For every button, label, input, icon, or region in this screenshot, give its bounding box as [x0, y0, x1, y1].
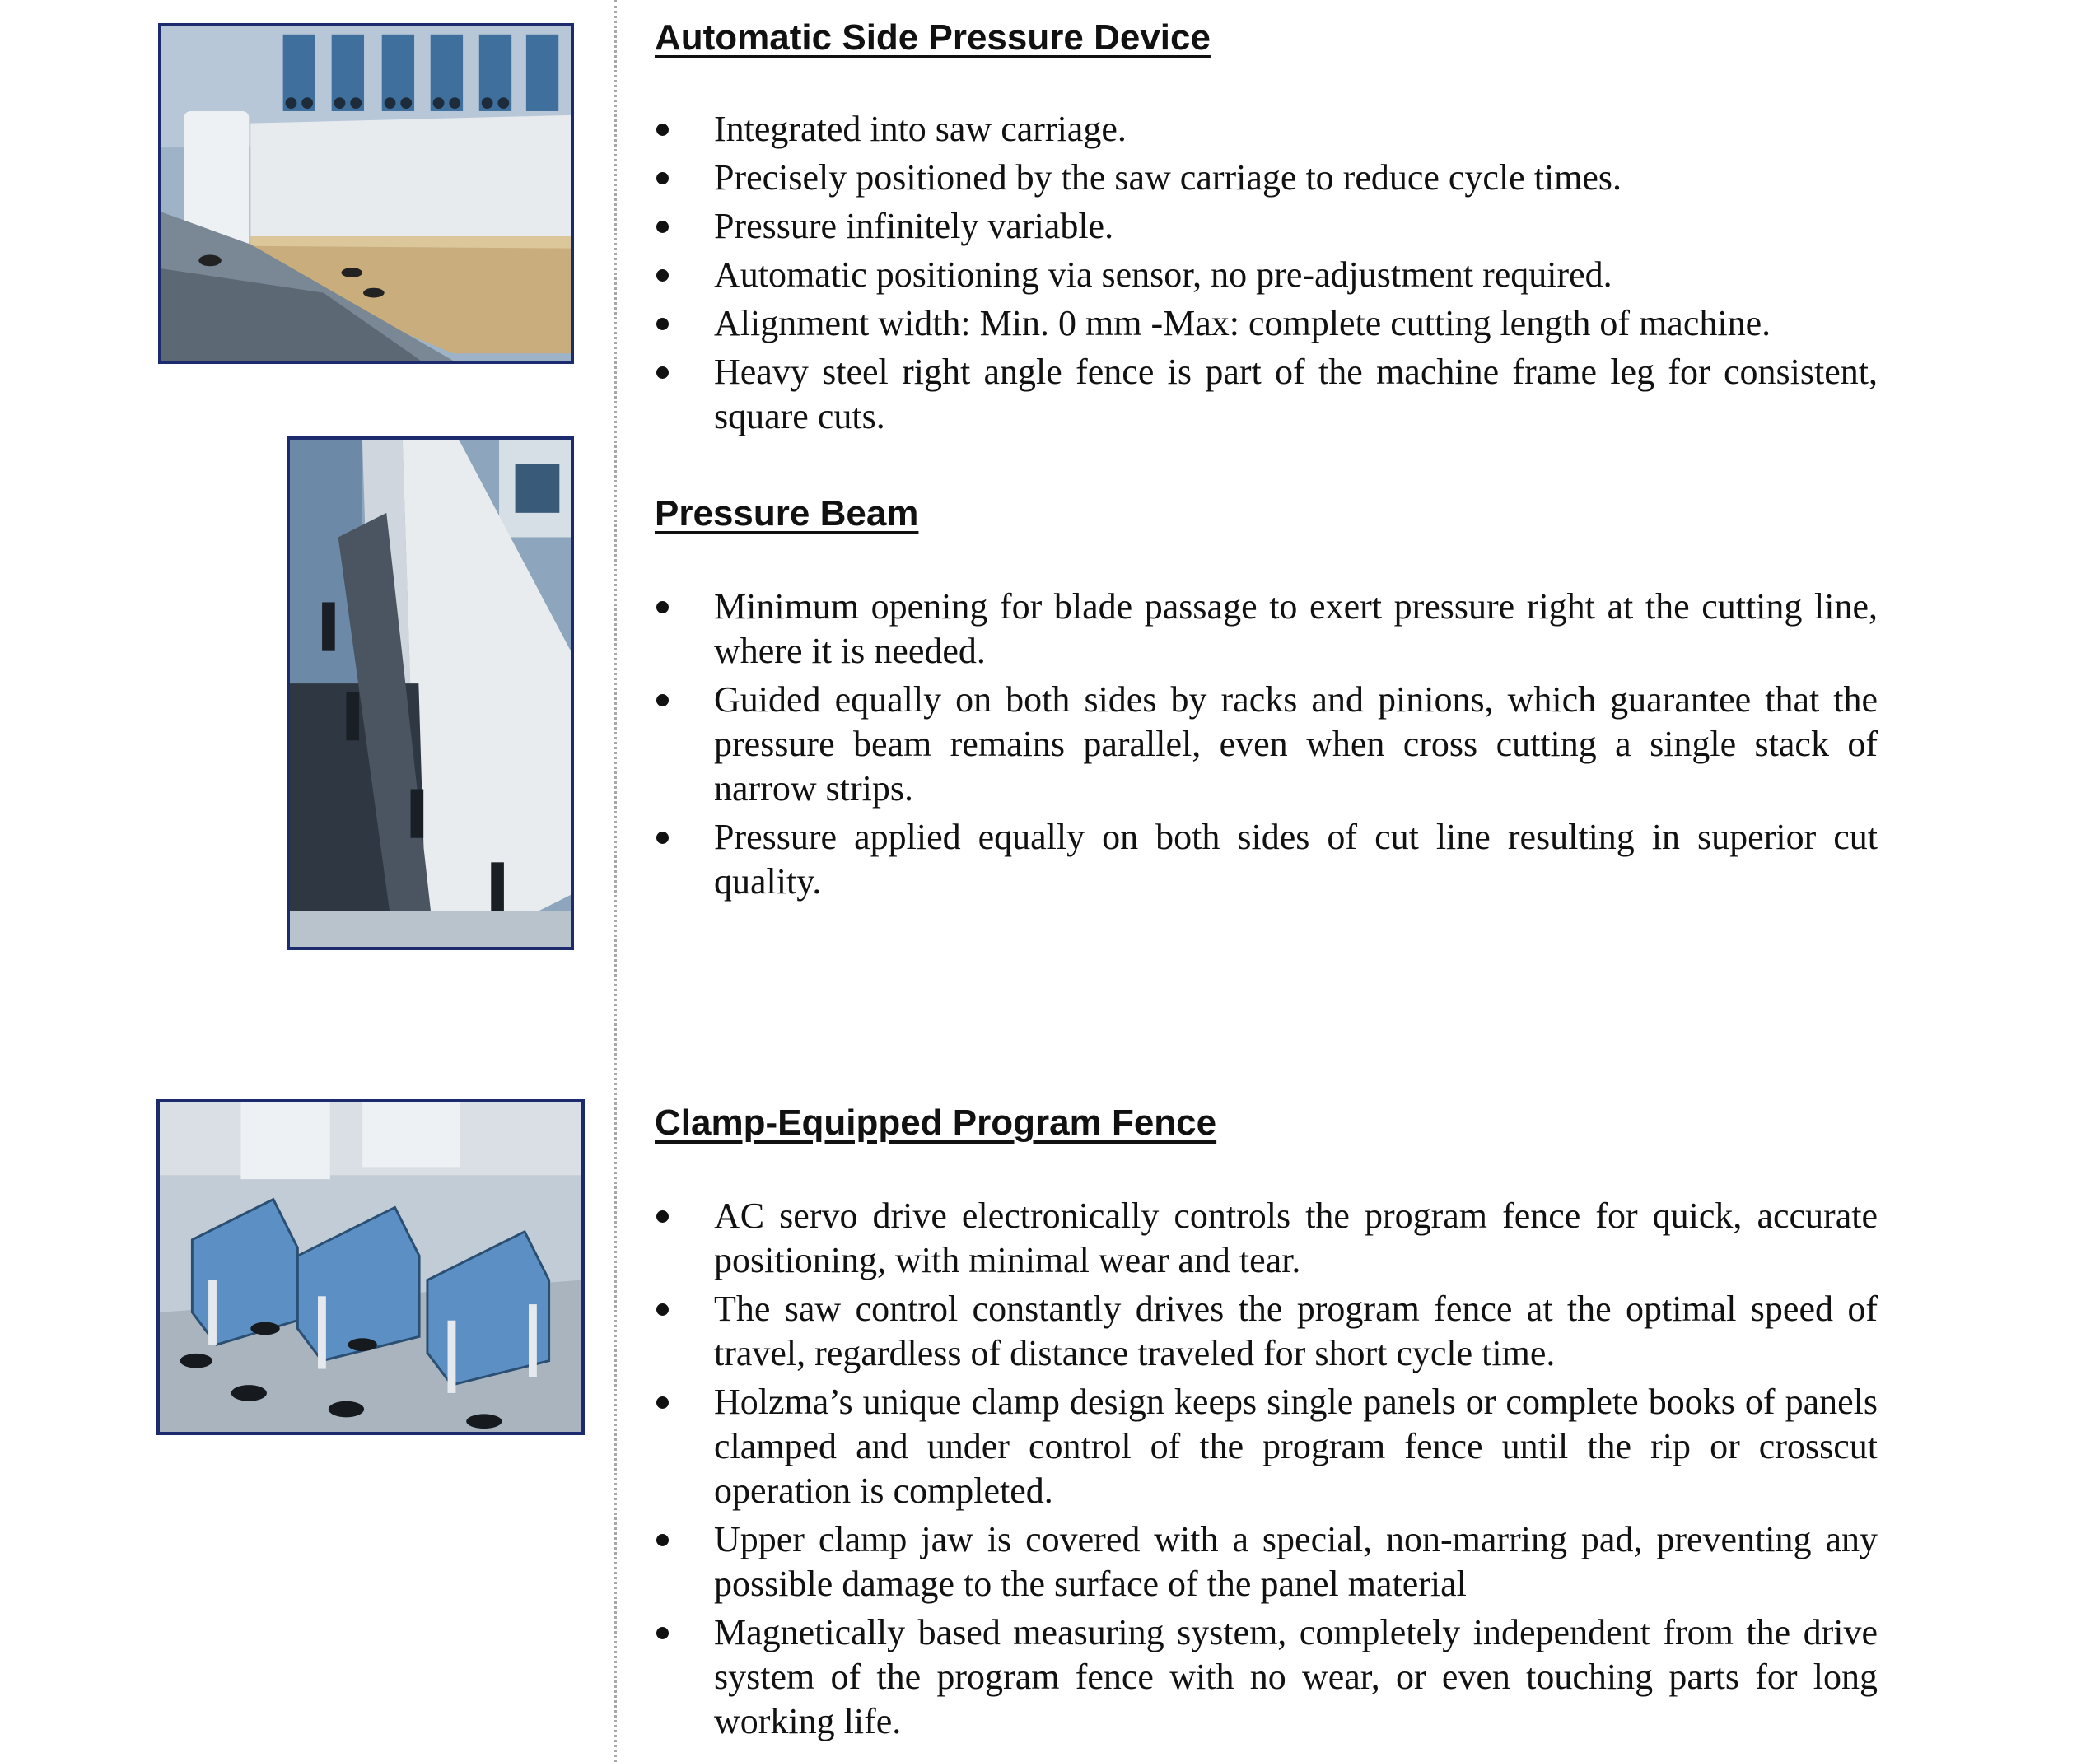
section-heading: Automatic Side Pressure Device: [655, 17, 1211, 58]
bullet-list: [655, 1194, 1878, 1744]
column-divider: [614, 0, 617, 1762]
bullet-list: [655, 107, 1878, 439]
section-automatic-side-pressure: [655, 18, 1878, 443]
list-item: Magnetically based measuring system, completely independent from the drive system of the program fence with no wear, or even touching parts for long working life.: [655, 1611, 1878, 1744]
bullet-list: [655, 585, 1878, 904]
program-fence-clamps-photo: [156, 1099, 585, 1435]
side-pressure-device-photo: [158, 23, 574, 364]
list-item: Pressure applied equally on both sides of cut line resulting in superior cut quality.: [655, 815, 1878, 904]
list-item: AC servo drive electronically controls the program fence for quick, accurate positioning, with minimal wear and tear.: [655, 1194, 1878, 1283]
list-item: The saw control constantly drives the program fence at the optimal speed of travel, regardless of distance traveled for short cycle time.: [655, 1287, 1878, 1376]
list-item: Pressure infinitely variable.: [655, 204, 1878, 249]
list-item: Alignment width: Min. 0 mm -Max: complete cutting length of machine.: [655, 301, 1878, 346]
section-heading: Pressure Beam: [655, 493, 919, 534]
list-item: Holzma’s unique clamp design keeps single panels or complete books of panels clamped and under control of the program fence until the rip or crosscut operation is completed.: [655, 1380, 1878, 1513]
section-clamp-equipped-program-fence: [655, 1103, 1878, 1748]
list-item: Upper clamp jaw is covered with a special, non-marring pad, preventing any possible damage to the surface of the panel material: [655, 1517, 1878, 1606]
list-item: Heavy steel right angle fence is part of the machine frame leg for consistent, square cuts.: [655, 350, 1878, 439]
list-item: Automatic positioning via sensor, no pre-adjustment required.: [655, 253, 1878, 297]
list-item: Guided equally on both sides by racks and pinions, which guarantee that the pressure beam remains parallel, even when cross cutting a single stack of narrow strips.: [655, 678, 1878, 811]
section-pressure-beam: [655, 494, 1878, 908]
list-item: Precisely positioned by the saw carriage to reduce cycle times.: [655, 156, 1878, 200]
pressure-beam-photo: [287, 436, 574, 950]
list-item: Minimum opening for blade passage to exert pressure right at the cutting line, where it is needed.: [655, 585, 1878, 674]
list-item: Integrated into saw carriage.: [655, 107, 1878, 151]
section-heading: Clamp-Equipped Program Fence: [655, 1102, 1217, 1143]
